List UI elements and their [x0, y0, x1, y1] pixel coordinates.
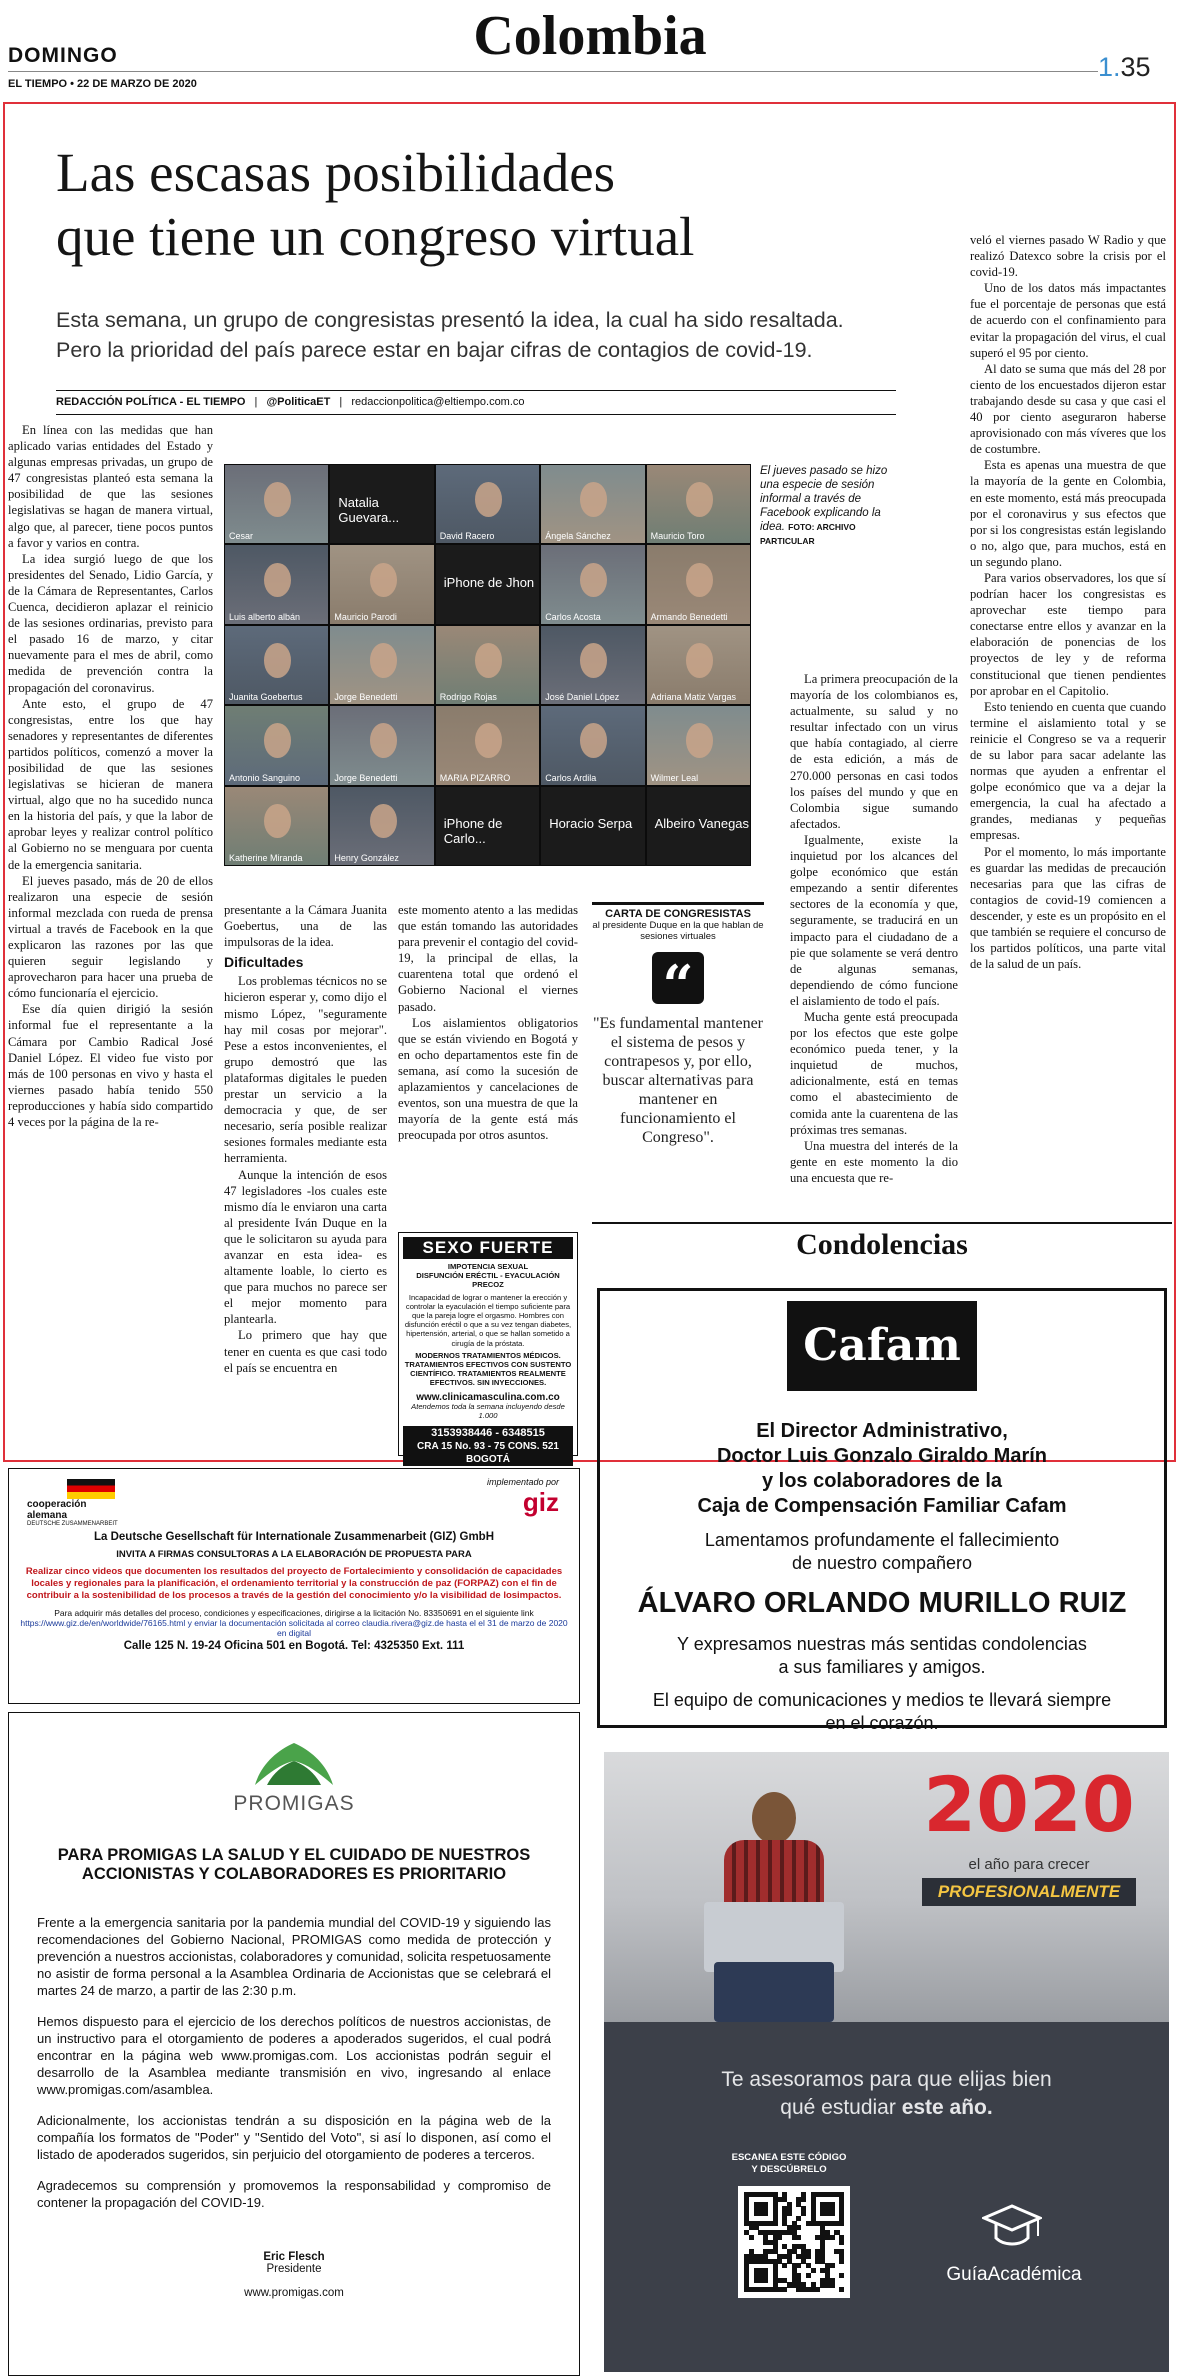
promigas-logo [37, 1741, 551, 1816]
qr-module [763, 2211, 768, 2216]
paragraph: este momento atento a las medidas que están tomando las autoridades para prevenir el contagio del covid-19, la principal de ellas, la cuarentena total que ordenó el Gobierno Nacional el viernes pasado. [398, 903, 578, 1014]
promigas-paragraph: Adicionalmente, los accionistas tendrán a su disposición en la página web de la compañía los formatos de "Poder" y "Sentido del Voto", si así lo disponen, así como el listado de apoderados sugeridos, sin perjuicio del otorgamiento de poderes a terceros. [37, 2113, 551, 2162]
promigas-paragraph: Frente a la emergencia sanitaria por la pandemia mundial del COVID-19 y siguiendo las recomendaciones del Gobierno Nacional, PROMIGAS como medida de protección y prevención a nuestros accionistas, colaboradores y comunidad, solicita respetuosamente no asistir de forma personal a la Asamblea Ordinaria de Accionistas que se celebrará el martes 24 de marzo, a partir de las 2:30 p.m. [37, 1915, 551, 1998]
promigas-paragraph: Agradecemos su comprensión y promovemos la responsabilidad y compromiso de contener la propagación del COVID-19. [37, 2178, 551, 2210]
video-tile [646, 786, 751, 866]
paragraph: Los aislamientos obligatorios que se están viviendo en Bogotá y en ocho departamentos este fin de semana, así como la sucesión de aplazamientos y cancelaciones de eventos, son una muestra de que la mayoría de la gente está más preocupada por otros asuntos. [398, 1015, 578, 1143]
notice-line: en el corazón. [825, 1713, 939, 1733]
student-figure [714, 1792, 834, 2022]
participant-name: iPhone de Jhon [443, 575, 535, 591]
paragraph: La primera preocupación de la mayoría de los colombianos es, actualmente, su salud y no resultar infectado con un virus que había contagiado, al cierre de esta edición, a más de 270.000 personas en casi todos los países del mundo y que en Colombia sigue sumando afectados. [790, 672, 958, 831]
participant-name: Jorge Benedetti [334, 772, 398, 783]
giz-wordmark: giz [522, 1487, 559, 1517]
paragraph: La idea surgió luego de que los presidentes del Senado, Lidio García, y de la Cámara de Representantes, Carlos Cuenca, decidieron aplazar el reinicio de las sesiones ordinarias, previsto para el pasado 16 de marzo, y citar nuevamente para el mes de abril, como medida de prevención contra la propagación del coronavirus. [8, 551, 213, 695]
scan-label-1: ESCANEA ESTE CÓDIGO [731, 2152, 847, 2163]
qr-module [787, 2211, 792, 2216]
giz-address: Calle 125 N. 19-24 Oficina 501 en Bogotá. Tel: 4325350 Ext. 111 [123, 1640, 465, 1652]
participant-head [686, 723, 713, 757]
ad-line: DISFUNCIÓN ERÉCTIL - EYACULACIÓN PRECOZ [416, 1271, 560, 1290]
qr-module [839, 2273, 844, 2278]
guia-academica-ad [604, 1752, 1169, 2372]
participant-head [370, 563, 397, 597]
ad-web[interactable]: www.clinicamasculina.com.co [416, 1391, 560, 1403]
participant-head [370, 643, 397, 677]
deceased-name: ÁLVARO ORLANDO MURILLO RUIZ [637, 1587, 1127, 1619]
video-call-photo [224, 464, 751, 866]
participant-head [686, 563, 713, 597]
qr-module [806, 2254, 811, 2259]
paragraph: El jueves pasado, más de 20 de ellos realizaron una especie de sesión informal mezclada con rueda de prensa virtual a través de Facebook en la que explicaron las razones por las que quieren seguir legislando y aprovecharon para hacer una prueba de cómo funcionaría el ejercicio. [8, 873, 213, 1001]
participant-name: Cesar [229, 531, 254, 542]
paragraph: Por el momento, lo más importante es guardar las medidas de precaución necesarias para que las cifras de contagios de covid-19 comiencen a descender, y este es un propósito en el que también se requiere el concurso de los partidos políticos, una parte vital de la salud de un país. [970, 844, 1166, 972]
promigas-ad [8, 1712, 580, 2376]
article-col-4 [790, 671, 958, 1186]
ad-line: IMPOTENCIA SEXUAL [447, 1262, 529, 1271]
qr-module [773, 2221, 778, 2226]
participant-name: Adriana Matiz Vargas [650, 692, 736, 703]
participant-name: Mauricio Parodi [334, 611, 397, 622]
header-rule [8, 71, 1098, 72]
paragraph: Esta es apenas una muestra de que la mayoría de la gente en Colombia, en este momento, está más preocupada por el coronavirus y sus efectos que por si los congresistas están legislando o no, algo que, para muchos, está en un segundo plano. [970, 458, 1166, 569]
qr-module [782, 2263, 787, 2268]
notice-line: de nuestro compañero [791, 1553, 973, 1573]
quote-icon: “ [652, 952, 704, 1004]
participant-name: Mauricio Toro [650, 531, 705, 542]
page-number [1098, 52, 1151, 83]
video-tile [435, 625, 540, 705]
promigas-title-2: ACCIONISTAS Y COLABORADORES ES PRIORITARIO [81, 1865, 507, 1883]
coop-line: cooperación [27, 1499, 87, 1510]
sexo-fuerte-ad [398, 1232, 578, 1466]
qr-module [801, 2211, 806, 2216]
video-tile [435, 464, 540, 544]
participant-head [580, 643, 607, 677]
photo-caption [760, 464, 895, 548]
participant-name: Carlos Acosta [545, 611, 601, 622]
qr-module [806, 2273, 811, 2278]
video-tile [329, 786, 434, 866]
paragraph: Al dato se suma que más del 28 por ciento de los encuestados dijeron estar trabajando desde su casa y que casi el 40 por ciento aseguraron haberse aprovisionado con más víveres que los de costumbre. [970, 361, 1166, 457]
participant-head [686, 643, 713, 677]
paper-date: EL TIEMPO • 22 DE MARZO DE 2020 [8, 78, 197, 90]
notice-line: a sus familiares y amigos. [778, 1657, 986, 1677]
byline-author: REDACCIÓN POLÍTICA - EL TIEMPO [56, 396, 246, 408]
paragraph: Mucha gente está preocupada por los efectos que este golpe económico pueda tener, y la inquietud de muchos, adicionalmente, está en temas como el abastecimiento de comida ante la cuarentena de las próximas tres semanas. [790, 1009, 958, 1137]
video-tile [224, 544, 329, 624]
participant-name: David Racero [439, 531, 495, 542]
participant-name: Katherine Miranda [229, 852, 303, 863]
qr-module [830, 2211, 835, 2216]
notice-line: Caja de Compensación Familiar Cafam [697, 1495, 1067, 1517]
video-tile [329, 705, 434, 785]
qr-module [749, 2235, 754, 2240]
giz-invite: INVITA A FIRMAS CONSULTORAS A LA ELABORACIÓN DE PROPUESTA PARA [116, 1549, 472, 1560]
paragraph: veló el viernes pasado W Radio y que realizó Datexco sobre la crisis por el covid-19. [970, 233, 1166, 280]
participant-name: Juanita Goebertus [229, 692, 303, 703]
condolencias-rule [592, 1222, 1172, 1224]
deck-line1: Esta semana, un grupo de congresistas presentó la idea, la cual ha sido resaltada. [56, 308, 844, 332]
promigas-web[interactable]: www.promigas.com [244, 2287, 344, 2299]
qr-module [796, 2216, 801, 2221]
ad-line: MODERNOS TRATAMIENTOS MÉDICOS. TRATAMIENTOS EFECTIVOS CON SUSTENTO CIENTÍFICO. TRATAMIENTOS REALMENTE EFECTIVOS. SIN INYECCIONES. [404, 1350, 572, 1388]
video-tile [540, 786, 645, 866]
giz-org: La Deutsche Gesellschaft für Internationale Zusammenarbeit (GIZ) GmbH [93, 1531, 495, 1543]
guia-line-2b: este año. [901, 2096, 993, 2119]
participant-name: Rodrigo Rojas [439, 692, 497, 703]
page-number-value: 35 [1120, 52, 1151, 82]
qr-module [830, 2235, 835, 2240]
participant-name: Jorge Benedetti [334, 692, 398, 703]
notice-line: El equipo de comunicaciones y medios te llevará siempre [652, 1690, 1112, 1710]
implemented-by: implementado por [486, 1477, 559, 1487]
paragraph: En línea con las medidas que han aplicado varias entidades del Estado y algunas empresas privadas, un grupo de 47 congresistas planteó esta semana la posibilidad de que las sesiones legislativas se hagan de manera virtual, algo que, al parecer, tiene pocos puntos a favor y varios en contra. [8, 423, 213, 550]
paragraph: Aunque la intención de esos 47 legisladores -los cuales este mismo día le enviaron una carta al presidente Iván Duque en la que le solicitaron su ayuda para avanzar en esta idea- es altamente loable, lo cierto es que para muchos no parece ser el mejor momento para plantearla. [224, 1167, 387, 1327]
graduation-cap-icon [982, 2202, 1042, 2252]
video-tile [646, 544, 751, 624]
scan-label-2: Y DESCÚBRELO [751, 2164, 827, 2175]
byline-rule-top [56, 390, 896, 391]
giz-link[interactable]: https://www.giz.de/en/worldwide/76165.html y enviar la documentación solicitada al correo claudia.rivera@giz.de hasta el el 31 de marzo de 2020 en digital [20, 1618, 568, 1638]
video-tile [646, 705, 751, 785]
participant-name: Wilmer Leal [650, 772, 699, 783]
ad-address: CRA 15 No. 93 - 75 CONS. 521 BOGOTÁ [403, 1440, 573, 1466]
byline-rule-bottom [56, 414, 896, 415]
cafam-logo: Cafam [787, 1301, 977, 1391]
quote-title: CARTA DE CONGRESISTAS [605, 908, 751, 920]
video-tile [224, 786, 329, 866]
promigas-flame-icon [251, 1741, 337, 1787]
video-tile [540, 705, 645, 785]
page-number-prefix: 1. [1098, 52, 1121, 82]
participant-name: Natalia Guevara... [338, 494, 400, 525]
cafam-notice [597, 1288, 1167, 1733]
video-tile [329, 625, 434, 705]
qr-module [830, 2263, 835, 2268]
participant-name: Luis alberto albán [229, 611, 301, 622]
video-tile [540, 544, 645, 624]
participant-name: Horacio Serpa [549, 816, 633, 832]
video-tile [224, 464, 329, 544]
twitter-handle[interactable]: @PoliticaET [266, 396, 331, 408]
condolencias-heading: Condolencias [796, 1228, 968, 1261]
coop-line: DEUTSCHE ZUSAMMENARBEIT [27, 1521, 118, 1527]
promigas-paragraph: Hemos dispuesto para el ejercicio de los derechos políticos de nuestros accionistas, de un instructivo para el otorgamiento de poderes a apoderados sugeridos, el cual podrá encontrar en la página web www.promigas.com. Los accionistas podrán seguir el desarrollo de la Asamblea mediante transmisión en vivo, ingresando al enlace www.promigas.com/asamblea. [37, 2014, 551, 2097]
participant-head [264, 723, 291, 757]
qr-module [801, 2197, 806, 2202]
participant-head [580, 482, 607, 516]
participant-head [580, 723, 607, 757]
giz-red-text: Realizar cinco videos que documenten los resultados del proyecto de Fortalecimiento y consolidación de capacidades locales y regionales para la planificación, el ordenamiento territorial y la construcción de paz (FORPAZ) con el fin de contribuir a la sostenibilidad de los procesos a través de la gestión del conocimiento y/o la visibilidad de losimpactos. [25, 1566, 563, 1601]
qr-module [815, 2287, 820, 2292]
byline-email[interactable]: redaccionpolitica@eltiempo.com.co [351, 396, 525, 408]
article-col-2 [224, 902, 387, 1376]
video-tile [540, 625, 645, 705]
qr-module [763, 2278, 768, 2283]
video-tile [646, 464, 751, 544]
ad-body: Incapacidad de lograr o mantener la erección y controlar la eyaculación el tiempo suficiente para que la pareja logre el orgasmo. Hombres con disfunción eréctil o que a su vez tengan diabetes, hipertensión, arterial, o que se hallan sometido a cirugía de la próstata. [404, 1292, 572, 1348]
promigas-title-1: PARA PROMIGAS LA SALUD Y EL CUIDADO DE NUESTROS [57, 1846, 531, 1864]
paragraph: presentante a la Cámara Juanita Goebertus, una de las impulsoras de la idea. [224, 903, 387, 950]
byline: REDACCIÓN POLÍTICA - EL TIEMPO | @PoliticaET | redaccionpolitica@eltiempo.com.co [56, 396, 525, 408]
participant-head [580, 563, 607, 597]
ad-note: Atendemos toda la semana incluyendo desde 1.000 [411, 1401, 565, 1421]
ad-phone: 3153938446 - 6348515 [403, 1426, 573, 1440]
qr-module [796, 2225, 801, 2230]
qr-module [839, 2221, 844, 2226]
participant-name: Ángela Sánchez [545, 531, 611, 542]
article-col-1 [8, 422, 213, 1130]
guia-line-1: Te asesoramos para que elijas bien [721, 2068, 1052, 2091]
video-tile [435, 544, 540, 624]
paragraph: Los problemas técnicos no se hicieron esperar y, como dijo el mismo López, "seguramente hay mil cosas por mejorar". Pese a estos inconvenientes, el grupo demostró que las plataformas digitales le pueden prestar un servicio a la democracia y que, de ser necesario, sería posible realizar sesiones formales mediante esta herramienta. [224, 974, 387, 1166]
video-tile [646, 625, 751, 705]
notice-line: Doctor Luis Gonzalo Giraldo Marín [716, 1445, 1048, 1467]
notice-line: El Director Administrativo, [756, 1420, 1008, 1442]
ad-title: SEXO FUERTE [403, 1237, 573, 1259]
video-tile [329, 464, 434, 544]
article-col-3 [398, 902, 578, 1143]
video-tile [224, 705, 329, 785]
caption-text: El jueves pasado se hizo una especie de sesión informal a través de Facebook explicando la idea. [760, 465, 888, 533]
participant-head [370, 723, 397, 757]
giz-logo [487, 1477, 559, 1518]
guia-tag-2: PROFESIONALMENTE [922, 1878, 1136, 1906]
participant-head [475, 643, 502, 677]
participant-head [264, 563, 291, 597]
qr-module [830, 2282, 835, 2287]
guia-tag-1: el año para crecer [968, 1856, 1090, 1873]
paragraph: Ese día quien dirigió la sesión informal fue el representante a la Cámara por Cambio Radical José Daniel López. El video fue visto por más de 100 personas en vivo y hasta el viernes pasado había tenido 550 reproducciones y había sido compartido 4 veces por la página de la re- [8, 1002, 213, 1130]
quote-box [592, 908, 764, 1147]
quote-text: "Es fundamental mantener el sistema de pesos y contrapesos y, por ello, buscar alternativas para mantener en funcionamiento el Congreso". [592, 1015, 764, 1146]
participant-name: Antonio Sanguino [229, 772, 301, 783]
subhead: Dificultades [224, 954, 304, 971]
paragraph: Ante esto, el grupo de 47 congresistas, entre los que hay senadores y representantes de diferentes partidos políticos, comenzó a mover la posibilidad de que las sesiones legislativas se hicieran de manera virtual, algo que no ha sucedido nunca en la historia del país, y que la labor de aprobar leyes y realizar control político al Gobierno no se menguara por cuenta de la emergencia sanitaria. [8, 696, 213, 872]
guia-brand: GuíaAcadémica [946, 2264, 1082, 2285]
quote-rule [592, 902, 764, 905]
participant-head [475, 723, 502, 757]
giz-more: Para adquirir más detalles del proceso, condiciones y especificaciones, dirigirse a la licitación No. 83350691 en el siguiente link [54, 1608, 534, 1618]
promigas-signer: Eric Flesch [263, 2251, 325, 2263]
paragraph: Esto teniendo en cuenta que cuando termine el aislamiento total y se reinicie el Congreso se va a requerir de su labor para sacar adelante las normas que ayuden a enfrentar el golpe económico que va a dejar la emergencia, la cual ha afectado a grandes, medianas y pequeñas empresas. [970, 699, 1166, 843]
promigas-signer-title: Presidente [266, 2263, 322, 2275]
participant-head [475, 482, 502, 516]
promigas-wordmark: PROMIGAS [233, 1792, 355, 1815]
paragraph: Igualmente, existe la inquietud por los alcances del golpe económico que están empezando a sentir diferentes sectores de la economía y que, seguramente, se traducirá en un impacto para el ciudadano de a pie que solamente se verá dentro de algunas semanas, dependiendo de cómo funcione el aislamiento de todo el país. [790, 832, 958, 1008]
headline-line1: Las escasas posibilidades [56, 142, 616, 203]
participant-name: Armando Benedetti [650, 611, 728, 622]
participant-head [370, 804, 397, 838]
notice-line: Lamentamos profundamente el fallecimiento [704, 1530, 1060, 1550]
guia-line-2a: qué estudiar [780, 2096, 902, 2119]
deck-line2: Pero la prioridad del país parece estar en bajar cifras de contagios de covid-19. [56, 338, 813, 362]
article-col-5 [970, 232, 1166, 972]
giz-ad [8, 1468, 580, 1704]
notice-line: y los colaboradores de la [761, 1470, 1003, 1492]
paragraph: Para varios observadores, los que sí podrían hacer los congresistas es aprovechar este tiempo para conectarse entre ellos y avanzar en la elaboración de ponencias de los proyectos de ley y de reforma constitucional que tienen pendientes por aprobar en el Capitolio. [970, 570, 1166, 698]
qr-module [777, 2235, 782, 2240]
participant-name: José Daniel López [545, 692, 620, 703]
photo-credit: FOTO: ARCHIVO PARTICULAR [760, 522, 856, 546]
qr-module [839, 2240, 844, 2245]
video-tile [329, 544, 434, 624]
paragraph: Lo primero que hay que tener en cuenta es que casi todo el país se encuentra en [224, 1328, 387, 1375]
video-tile [435, 786, 540, 866]
section-title: Colombia [473, 5, 707, 67]
participant-head [264, 482, 291, 516]
qr-module [782, 2287, 787, 2292]
year-2020: 2020 [923, 1760, 1135, 1849]
participant-head [264, 804, 291, 838]
quote-subtitle: al presidente Duque en la que hablan de sesiones virtuales [592, 920, 764, 942]
participant-name: iPhone de Carlo... [443, 816, 503, 847]
participant-name: Henry González [334, 852, 399, 863]
participant-name: MARIA PIZARRO [439, 772, 511, 783]
qr-code[interactable] [738, 2186, 850, 2298]
qr-module [839, 2259, 844, 2264]
video-tile [540, 464, 645, 544]
guia-line-2 [604, 2096, 1169, 2120]
participant-head [264, 643, 291, 677]
video-tile [435, 705, 540, 785]
qr-module [839, 2287, 844, 2292]
participant-name: Carlos Ardila [545, 772, 597, 783]
coop-line: alemana [27, 1510, 68, 1521]
qr-module [796, 2235, 801, 2240]
participant-head [686, 482, 713, 516]
paragraph: Una muestra del interés de la gente en este momento la dio una encuesta que re- [790, 1138, 958, 1185]
qr-module [796, 2263, 801, 2268]
participant-name: Albeiro Vanegas [654, 816, 750, 832]
cooperacion-logo [27, 1479, 167, 1527]
video-tile [224, 625, 329, 705]
notice-line: Y expresamos nuestras más sentidas condolencias [677, 1634, 1087, 1654]
paragraph: Uno de los datos más impactantes fue el porcentaje de personas que está de acuerdo con el confinamiento para evitar la propagación del virus, el cual superó el 95 por ciento. [970, 281, 1166, 360]
qr-module [811, 2268, 816, 2273]
headline-line2: que tiene un congreso virtual [56, 206, 695, 267]
day-label: DOMINGO [8, 44, 118, 67]
flag-icon [67, 1479, 115, 1499]
